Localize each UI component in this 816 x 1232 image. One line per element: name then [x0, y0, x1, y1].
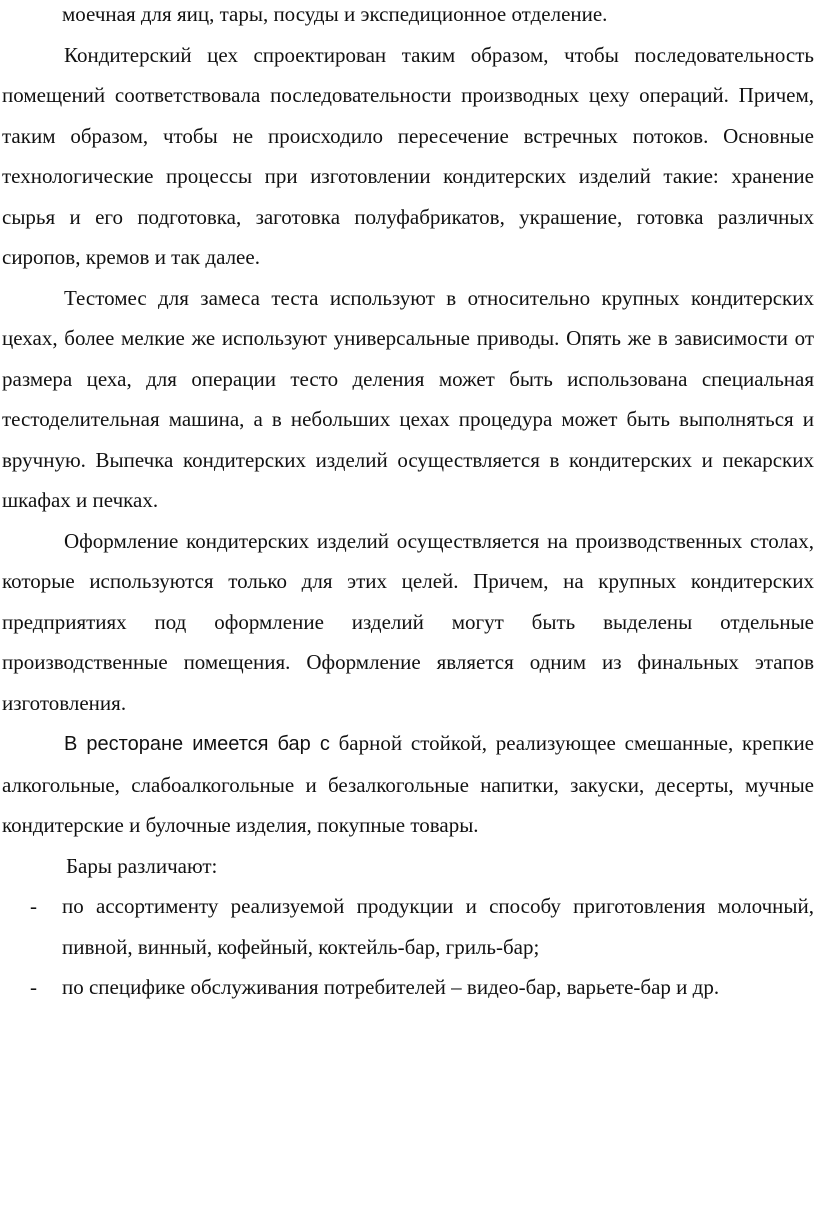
bars-label: Бары различают:	[66, 853, 218, 878]
bar-types-list	[0, 886, 814, 1008]
paragraph-bar	[0, 723, 814, 846]
bar-paragraph-lead: В ресторане имеется бар с	[64, 733, 330, 755]
list-dash: -	[30, 894, 37, 918]
paragraph-dough-mixer: Тестомес для замеса теста используют в относительно крупных кондитерских цехах, более мелкие же используют универсальные приводы. Опять же в зависимости от размера цеха, для операции тесто деления может быть использована специальная тестоделительная машина, а в небольших цехах процедура может быть выполняться и вручную. Выпечка кондитерских изделий осуществляется в кондитерских и пекарских шкафах и печках.	[2, 285, 814, 512]
list-item	[0, 967, 814, 1008]
continued-line: моечная для яиц, тары, посуды и экспедиционное отделение.	[62, 2, 608, 26]
list-item	[0, 886, 814, 967]
list-item-text: по ассортименту реализуемой продукции и способу приготовления молочный, пивной, винный, кофейный, коктейль-бар, гриль-бар;	[62, 894, 814, 959]
list-dash: -	[30, 975, 37, 999]
list-item-text: по специфике обслуживания потребителей – видео-бар, варьете-бар и др.	[62, 975, 720, 999]
paragraph-decoration: Оформление кондитерских изделий осуществляется на производственных столах, которые используются только для этих целей. Причем, на крупных кондитерских предприятиях под оформление изделий могут быть выделены отдельные производственные помещения. Оформление является одним из финальных этапов изготовления.	[2, 528, 814, 715]
bar-paragraph-rest: барной стойкой, реализующее смешанные, крепкие алкогольные, слабоалкогольные и безалкогольные напитки, закуски, десерты, мучные кондитерские и булочные изделия, покупные товары.	[2, 731, 815, 837]
paragraph-confectionery-layout: Кондитерский цех спроектирован таким образом, чтобы последовательность помещений соответствовала последовательности производных цеху операций. Причем, таким образом, чтобы не происходило пересечение встречных потоков. Основные технологические процессы при изготовлении кондитерских изделий такие: хранение сырья и его подготовка, заготовка полуфабрикатов, украшение, готовка различных сиропов, кремов и так далее.	[2, 42, 814, 269]
